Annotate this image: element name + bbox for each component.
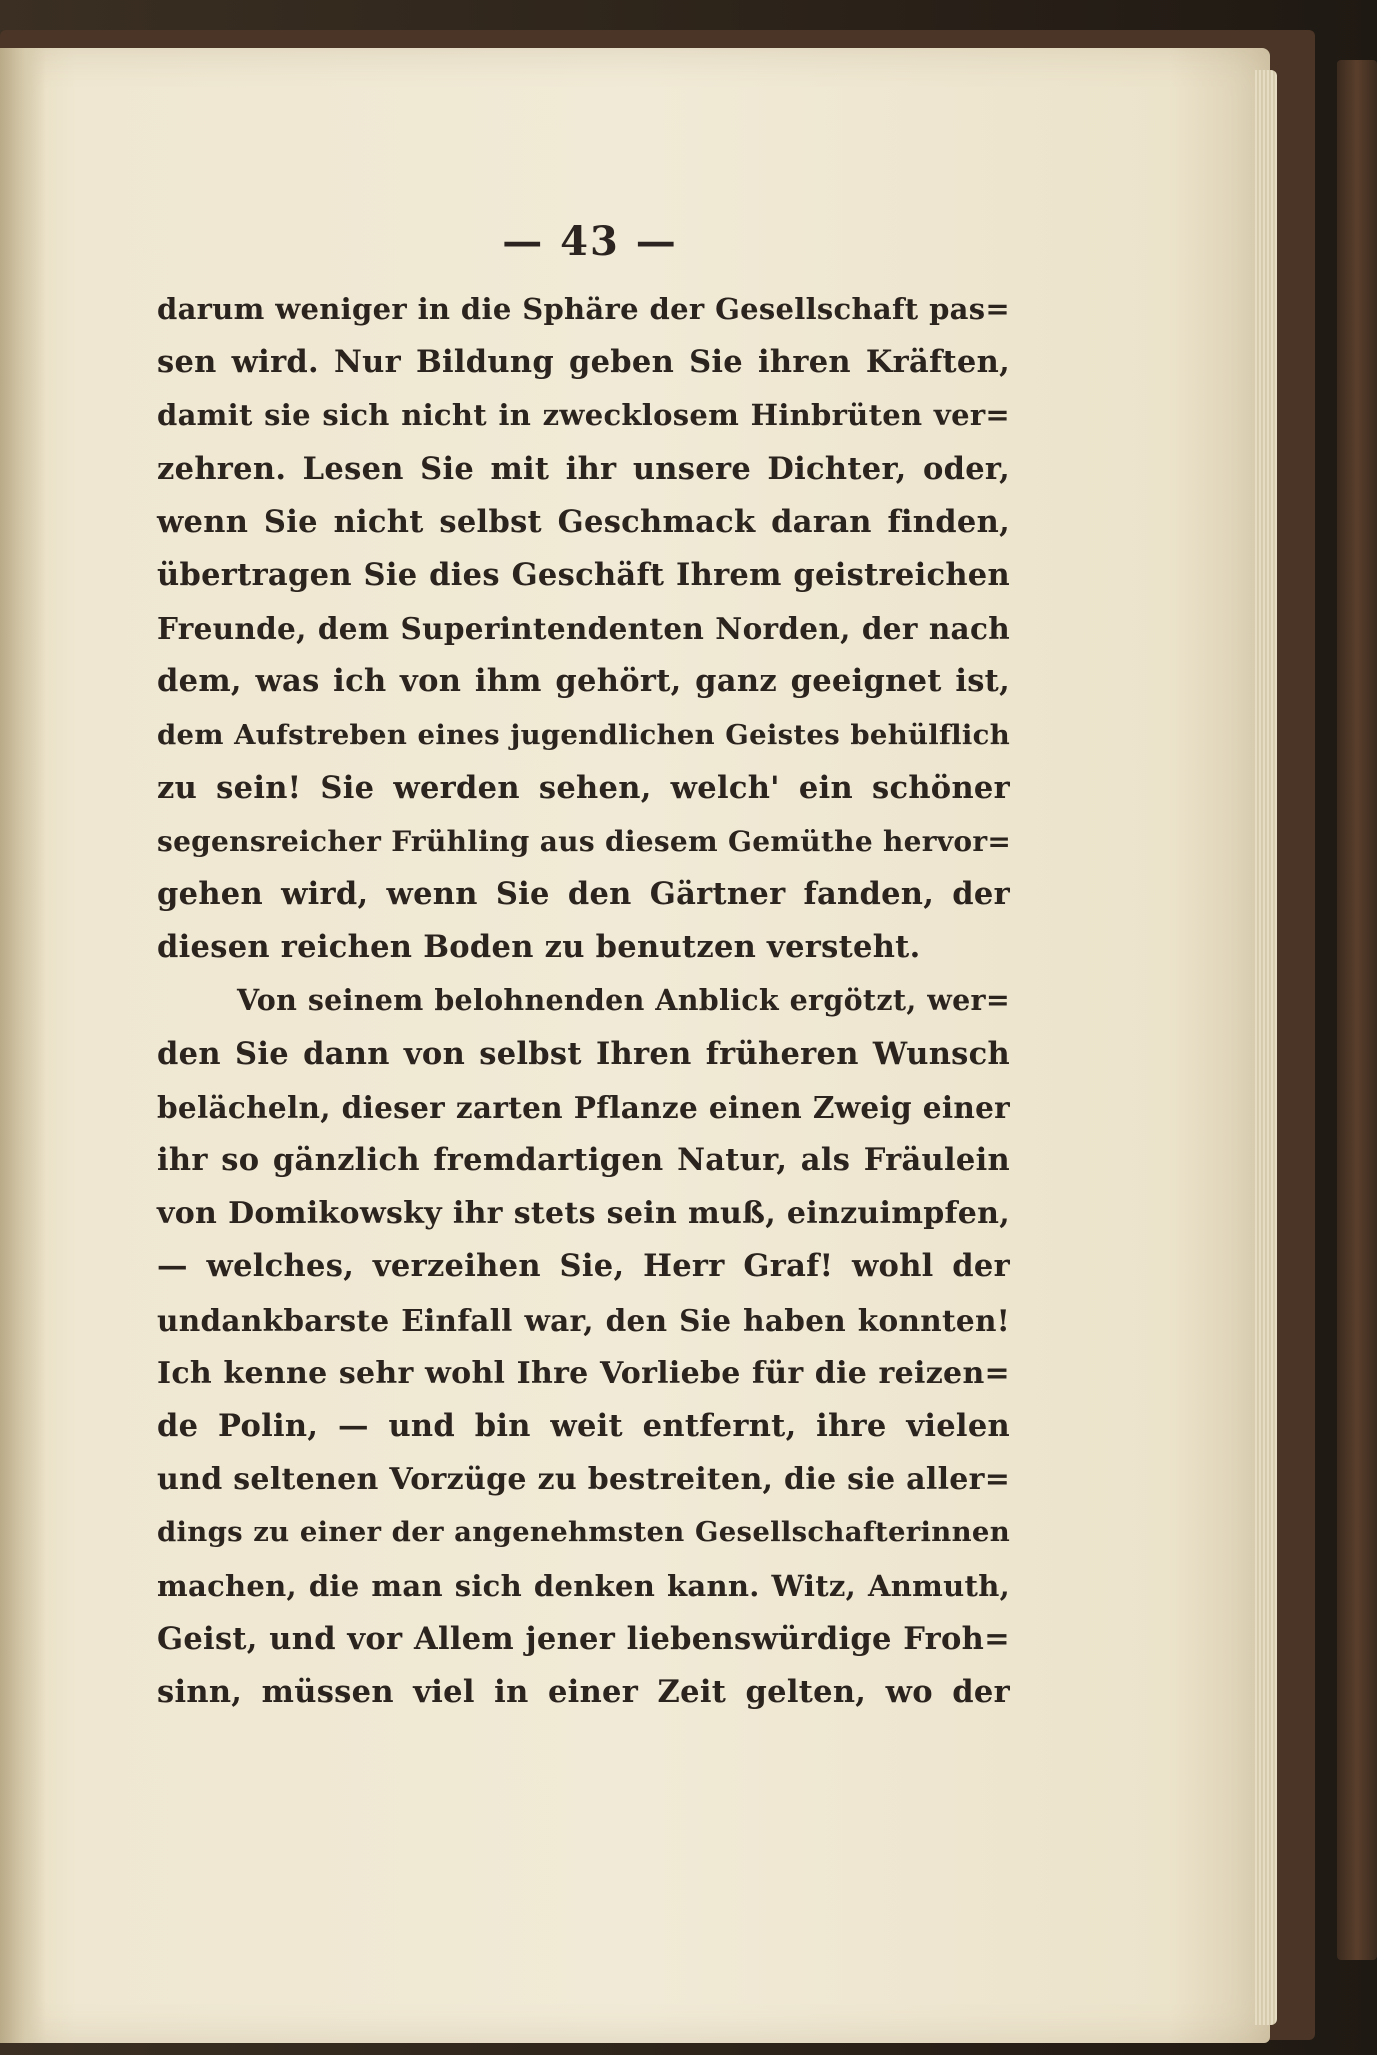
text-line: Ich kenne sehr wohl Ihre Vorliebe für die reizen= — [157, 1355, 1010, 1391]
text-line: zehren. Lesen Sie mit ihr unsere Dichter, oder, — [157, 450, 1010, 487]
text-line: de Polin, — und bin weit entfernt, ihre vielen — [157, 1407, 1010, 1444]
body-text — [157, 283, 1010, 1719]
text-line: belächeln, dieser zarten Pflanze einen Zweig einer — [157, 1089, 1010, 1125]
text-line: machen, die man sich denken kann. Witz, Anmuth, — [157, 1568, 1010, 1603]
text-line: sinn, müssen viel in einer Zeit gelten, wo der — [157, 1673, 1010, 1710]
text-line: — welches, verzeihen Sie, Herr Graf! wohl der — [157, 1248, 1010, 1285]
page-gutter — [0, 48, 46, 2043]
text-line: von Domikowsky ihr stets sein muß, einzuimpfen, — [157, 1196, 1010, 1232]
text-line: den Sie dann von selbst Ihren früheren Wunsch — [157, 1035, 1010, 1072]
text-line: Von seinem belohnenden Anblick ergötzt, wer= — [237, 983, 1010, 1018]
text-line: undankbarste Einfall war, den Sie haben konnten! — [157, 1302, 1010, 1338]
text-line: übertragen Sie dies Geschäft Ihrem geistreichen — [157, 556, 1010, 593]
text-line: darum weniger in die Sphäre der Gesellschaft pas= — [157, 292, 1010, 326]
text-line: ihr so gänzlich fremdartigen Natur, als Fräulein — [157, 1142, 1010, 1178]
text-line: zu sein! Sie werden sehen, welch' ein schöner — [157, 769, 1010, 806]
page-number: — 43 — — [502, 218, 678, 265]
text-line: Geist, und vor Allem jener liebenswürdige Froh= — [157, 1620, 1010, 1657]
text-line: damit sie sich nicht in zwecklosem Hinbrüten ver= — [157, 398, 1010, 433]
text-line: diesen reichen Boden zu benutzen versteht. — [157, 929, 921, 966]
text-line: gehen wird, wenn Sie den Gärtner fanden, der — [157, 876, 1010, 913]
text-line: wenn Sie nicht selbst Geschmack daran finden, — [157, 503, 1010, 540]
text-line: und seltenen Vorzüge zu bestreiten, die sie aller= — [157, 1462, 1011, 1498]
book-cover-edge — [1337, 60, 1377, 1960]
page-stack-edges — [1255, 70, 1277, 2025]
text-line: sen wird. Nur Bildung geben Sie ihren Kräften, — [157, 344, 1010, 381]
text-line: dings zu einer der angenehmsten Gesellschafterinnen — [157, 1516, 1010, 1549]
text-line: dem Aufstreben eines jugendlichen Geistes behülflich — [157, 718, 1010, 751]
text-line: Freunde, dem Superintendenten Norden, der nach — [157, 611, 1010, 647]
text-line: segensreicher Frühling aus diesem Gemüthe hervor= — [157, 824, 1012, 858]
text-line: dem, was ich von ihm gehört, ganz geeignet ist, — [157, 663, 1010, 700]
